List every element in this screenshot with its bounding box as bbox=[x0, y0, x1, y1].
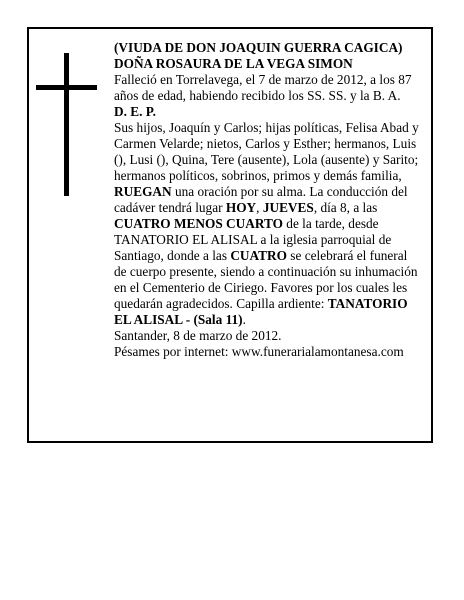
funeral-text-3: , día 8, a las bbox=[313, 200, 378, 215]
funeral-text-5: se celebrará el funeral de cuerpo presente, siendo a continuación su inhumación en el Cementerio de Ciriego. Favores por los cuales les quedarán agradecidos. Capilla ardiente: bbox=[114, 248, 418, 311]
obituary-text bbox=[114, 40, 420, 360]
cross-icon-bar bbox=[36, 85, 97, 90]
hoy-word: HOY bbox=[225, 200, 257, 215]
dep-line: D. E. P. bbox=[114, 104, 156, 119]
funeral-time: CUATRO MENOS CUARTO bbox=[114, 216, 283, 231]
family-list: Sus hijos, Joaquín y Carlos; hijas políticas, Felisa Abad y Carmen Velarde; nietos, Carlos y Esther; hermanos, Luis (), Lusi (), Quina, Tere (ausente), Lola (ausente) y Sarito; hermanos políticos, sobrinos, primos y demás familia, bbox=[114, 120, 419, 183]
funeral-text-6: . bbox=[242, 312, 246, 327]
mass-time: CUATRO bbox=[230, 248, 287, 263]
ruegan-word: RUEGAN bbox=[114, 184, 172, 199]
deceased-name: DOÑA ROSAURA DE LA VEGA SIMON bbox=[114, 56, 353, 71]
funeral-text-1: una oración por su alma. La conducción del cadáver tendrá lugar bbox=[114, 184, 408, 215]
cross-icon bbox=[64, 53, 69, 196]
funeral-text-2: , bbox=[256, 200, 263, 215]
funeral-text-4: de la tarde, desde TANATORIO EL ALISAL a la iglesia parroquial de Santiago, donde a las bbox=[114, 216, 392, 263]
jueves-word: JUEVES bbox=[262, 200, 314, 215]
chapel-location: TANATORIO EL ALISAL - (Sala 11) bbox=[114, 296, 408, 327]
funeral-details bbox=[114, 184, 420, 328]
death-info: Falleció en Torrelavega, el 7 de marzo de 2012, a los 87 años de edad, habiendo recibido los SS. SS. y la B. A. bbox=[114, 72, 412, 103]
place-date: Santander, 8 de marzo de 2012. bbox=[114, 328, 282, 343]
widow-line: (VIUDA DE DON JOAQUIN GUERRA CAGICA) bbox=[114, 40, 403, 55]
condolences-line: Pésames por internet: www.funerarialamontanesa.com bbox=[114, 344, 404, 359]
